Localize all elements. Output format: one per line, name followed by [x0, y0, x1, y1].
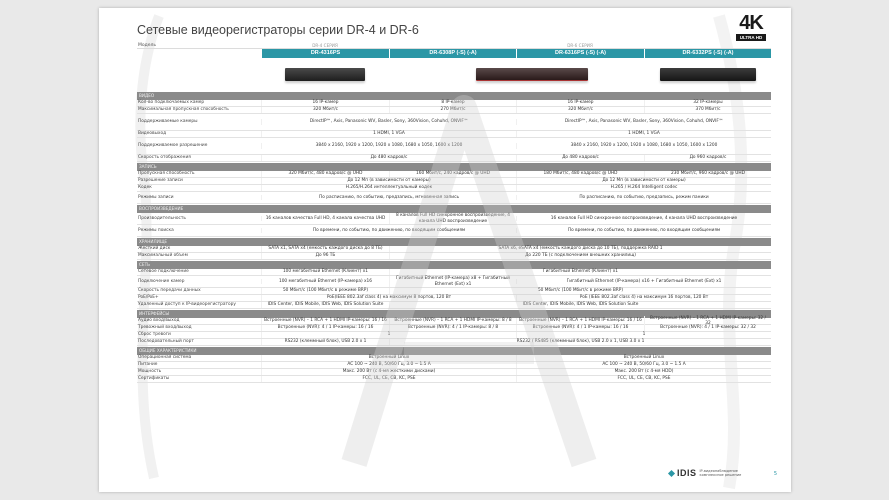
- series-dr6-label: DR-6 СЕРИЯ: [567, 43, 593, 48]
- row-videoout: [137, 131, 771, 138]
- cell: Встроенные (NVR): 4 / 1 IP-камеры: 32 / 32: [644, 325, 771, 330]
- row-label: Пропускная способность: [138, 171, 195, 177]
- idis-brand: IDIS: [677, 468, 697, 478]
- row-label: Сертификаты: [138, 376, 170, 382]
- row-playperf: [137, 213, 771, 225]
- cell: SATA x6, eSATA x4 (емкость каждого диска до 10 ТБ), поддержка RAID 1: [389, 246, 771, 251]
- row-label: Сброс тревоги: [138, 332, 171, 338]
- row-label: Операционная система: [138, 355, 192, 361]
- cell: По времени, по событию, по движению, по входящим сообщениям: [261, 228, 516, 233]
- section-video: ВИДЕО: [137, 92, 771, 100]
- cell: RS232 / RS485 (клеммный блок), USB 2.0 x 1, USB 3.0 x 1: [389, 339, 771, 344]
- row-label: Производительность: [138, 215, 186, 221]
- cell: Встроенный Linux: [261, 355, 516, 360]
- cell: 160 Мбит/с, 240 кадров/с @ UHD: [389, 171, 516, 176]
- row-label: Подключение камер: [138, 278, 185, 284]
- cell: Гигабитный Ethernet (Клиент) x1: [389, 269, 771, 274]
- row-netconn: [137, 269, 771, 276]
- cell: 16 IP-камер: [516, 100, 644, 105]
- cell: 3840 x 2160, 1920 x 1200, 1920 x 1080, 1680 x 1050, 1600 x 1200: [261, 143, 516, 148]
- model-dr6308p: DR-6308P (-S) (-A): [389, 49, 516, 58]
- row-consumption: [137, 369, 771, 376]
- dr6332ps-product-image: [660, 68, 756, 81]
- cell: Встроенные (NVR) – 1 RCA + 1 HDMI IP-камеры: 16 / 16: [516, 318, 644, 323]
- row-label: Кол-во подключаемых камер: [138, 100, 205, 106]
- idis-mark-icon: [668, 469, 675, 476]
- cell: Макс. 200 Вт (с 4-мя HDD): [516, 369, 771, 374]
- model-names-row: [137, 49, 771, 58]
- model-dr6316ps: DR-6316PS (-S) (-A): [516, 49, 644, 58]
- spec-table: [137, 42, 771, 383]
- cell: 100 мегабитный Ethernet (Клиент) x1: [261, 269, 389, 274]
- cell: AC 100 ~ 240 В, 50/60 Гц, 3.0 ~ 1.5 А: [516, 362, 771, 367]
- cell: Встроенные (NVR): 4 / 1 IP-камеры: 16 / 16: [261, 325, 389, 330]
- series-dr4-label: DR-4 СЕРИЯ: [312, 43, 338, 48]
- cell: PoE(IEEE 802.3af class 4) на максимум 8 портов, 120 Вт: [261, 295, 516, 300]
- cell: RS232 (клеммный блок), USB 2.0 x 1: [261, 339, 389, 344]
- section-interfaces: ИНТЕРФЕЙСЫ: [137, 310, 771, 318]
- row-label: Последовательный порт: [138, 339, 194, 345]
- cell: Встроенные (NVR): 4 / 1 IP-камеры: 8 / 8: [389, 325, 516, 330]
- row-label: Максимальный объем: [138, 253, 188, 259]
- cell: 230 Мбит/с, 960 кадров/с @ UHD: [644, 171, 771, 176]
- cell: 16 IP-камер: [261, 100, 389, 105]
- header-row: [137, 42, 771, 49]
- row-label: Кодек: [138, 185, 152, 191]
- cell: Встроенные (NVR) – 1 RCA + 1 HDMI IP-камеры: 16 / 16: [261, 318, 389, 323]
- row-certs: [137, 376, 771, 383]
- row-label: Питание: [138, 362, 158, 368]
- row-power: [137, 362, 771, 369]
- cell: Макс. 200 Вт (с 4-мя жесткими дисками): [261, 369, 516, 374]
- cell: 1: [516, 332, 771, 337]
- row-label: Разрешение записи: [138, 178, 183, 184]
- cell: DirectIP™, Axis, Panasonic WV, Basler, Sony, 360Vision, Cohuhd, ONVIF™: [516, 119, 771, 124]
- dr6316ps-product-image: [476, 68, 588, 81]
- section-network: СЕТЬ: [137, 261, 771, 269]
- cell: 16 каналов Full HD синхронное воспроизведение, 4 канала UHD воспроизведение: [516, 216, 771, 221]
- row-label: PoE/PoE+: [138, 295, 159, 301]
- row-label: Тревожный вход/выход: [138, 325, 192, 331]
- row-poe: [137, 295, 771, 302]
- row-supported: [137, 114, 771, 131]
- section-general: ОБЩИЕ ХАРАКТЕРИСТИКИ: [137, 347, 771, 355]
- cell: 16 каналов качества Full HD, 4 канала качества UHD: [261, 216, 389, 221]
- row-label: Максимальная пропускная способность: [138, 107, 229, 113]
- row-label: Аудио вход/выход: [138, 318, 180, 324]
- cell: Гигабитный Ethernet (IP-камера) x16 + Гигабитный Ethernet (Ext) x1: [516, 279, 771, 284]
- row-label: Режимы записи: [138, 194, 174, 200]
- row-label: Режимы поиска: [138, 227, 174, 233]
- cell: 320 Мбит/с: [261, 107, 389, 112]
- 4k-label: 4K: [739, 12, 763, 34]
- 4k-ultra-hd-logo: [733, 12, 769, 46]
- row-camconn: [137, 276, 771, 288]
- cell: IDIS Center, IDIS Mobile, IDIS Web, IDIS Solution Suite: [261, 302, 389, 307]
- cell: FCC, UL, CE, CB, KC, PSE: [516, 376, 771, 381]
- cell: Встроенный Linux: [516, 355, 771, 360]
- cell: Встроенные (NVR) – 1 RCA + 1 HDMI IP-камеры: 32 / 32: [644, 316, 771, 327]
- cell: IDIS Center, IDIS Mobile, IDIS Web, IDIS Solution Suite: [389, 302, 771, 307]
- cell: 1 HDMI, 1 VGA: [261, 131, 516, 136]
- row-label: Сетевое подключение: [138, 269, 189, 275]
- catalog-page: [99, 8, 791, 492]
- row-cams: [137, 100, 771, 107]
- model-dr6332ps: DR-6332PS (-S) (-A): [644, 49, 771, 58]
- cell: 370 Мбит/с: [644, 107, 771, 112]
- cell: PoE (IEEE 802.3af class 4) на максимум 16 портов, 120 Вт: [516, 295, 771, 300]
- cell: 100 мегабитный Ethernet (IP-камера) x16: [261, 279, 389, 284]
- page-number: 5: [773, 471, 777, 477]
- cell: Встроенные (NVR) – 1 RCA + 1 HDMI IP-камеры: 8 / 8: [389, 318, 516, 323]
- cell: H.265 / H.264 Intelligent codec: [516, 185, 771, 190]
- product-images-row: [137, 58, 771, 91]
- row-txspeed: [137, 288, 771, 295]
- section-storage: ХРАНИЛИЩЕ: [137, 238, 771, 246]
- cell: SATA x1, SATA x4 (емкость каждого диска до 8 ТБ): [261, 246, 389, 251]
- row-recbw: [137, 171, 771, 178]
- cell: 50 Мбит/с (100 Мбит/с в режиме BRP): [389, 288, 771, 293]
- dr4316ps-product-image: [285, 68, 365, 81]
- page-title: Сетевые видеорегистраторы серии DR-4 и DR-6: [137, 23, 419, 37]
- row-audio: [137, 315, 771, 326]
- row-bandwidth: [137, 107, 771, 114]
- cell: 1: [261, 332, 516, 337]
- row-label: Скорость отображения: [138, 155, 191, 161]
- row-reset: [137, 332, 771, 339]
- cell: DirectIP™, Axis, Panasonic WV, Basler, Sony, 360Vision, Cohuhd, ONVIF™: [261, 119, 516, 124]
- row-label: Поддерживаемые камеры: [138, 119, 198, 125]
- cell: 320 Мбит/с, 480 кадров/с @ UHD: [261, 171, 389, 176]
- row-alarm: [137, 325, 771, 332]
- model-label: Модель: [138, 43, 157, 48]
- cell: 8 IP-камер: [389, 100, 516, 105]
- row-hdd: [137, 246, 771, 253]
- row-recres: [137, 178, 771, 185]
- cell: До 480 кадров/с: [516, 155, 644, 160]
- section-record: ЗАПИСЬ: [137, 163, 771, 171]
- cell: До 96 ТБ: [261, 253, 389, 258]
- row-label: Скорость передачи данных: [138, 288, 201, 294]
- cell: Гигабитный Ethernet (IP-камера) x8 + Гигабитный Ethernet (Ext) x1: [389, 276, 516, 287]
- cell: 32 IP-камеры: [644, 100, 771, 105]
- cell: 50 Мбит/с (100 Мбит/с в режиме BRP): [261, 288, 389, 293]
- ultra-hd-label: ULTRA HD: [736, 34, 766, 41]
- row-label: Мощность: [138, 369, 162, 375]
- row-resolution: [137, 138, 771, 155]
- row-os: [137, 355, 771, 362]
- cell: 1 HDMI, 1 VGA: [516, 131, 771, 136]
- row-recmodes: [137, 192, 771, 204]
- row-serial: [137, 339, 771, 346]
- section-playback: ВОСПРОИЗВЕДЕНИЕ: [137, 205, 771, 213]
- row-label: Поддерживаемое разрешение: [138, 143, 208, 149]
- cell: Встроенные (NVR): 4 / 1 IP-камеры: 16 / 16: [516, 325, 644, 330]
- idis-logo: [669, 468, 744, 478]
- row-displayspeed: [137, 155, 771, 162]
- cell: До 12 Мп (в зависимости от камеры): [261, 178, 516, 183]
- cell: До 960 кадров/с: [644, 155, 771, 160]
- cell: До 12 Мп (в зависимости от камеры): [516, 178, 771, 183]
- cell: FCC, UL, CE, CB, KC, PSE: [261, 376, 516, 381]
- row-maxvol: [137, 253, 771, 260]
- row-label: Видеовыход: [138, 131, 167, 137]
- model-dr4316ps: DR-4316PS: [261, 49, 389, 58]
- cell: 180 Мбит/с, 480 кадров/с @ UHD: [516, 171, 644, 176]
- cell: 320 Мбит/с: [516, 107, 644, 112]
- idis-tagline: IP-видеонаблюдение комплексное решение: [699, 469, 742, 477]
- row-label: Жесткий диск: [138, 246, 171, 252]
- cell: По расписанию, по событию, предзапись, режим паники: [516, 195, 771, 200]
- cell: AC 100 ~ 240 В, 50/60 Гц, 3.0 ~ 1.5 А: [261, 362, 516, 367]
- cell: До 480 кадров/с: [261, 155, 516, 160]
- cell: 270 Мбит/с: [389, 107, 516, 112]
- cell: 3840 x 2160, 1920 x 1200, 1920 x 1080, 1680 x 1050, 1600 x 1200: [516, 143, 771, 148]
- row-remote: [137, 302, 771, 309]
- row-label: Удаленный доступ к IP-видеорегистратору: [138, 302, 236, 308]
- cell: По времени, по событию, по движению, по входящим сообщениям: [516, 228, 771, 233]
- row-codec: [137, 185, 771, 192]
- cell: По расписанию, по событию, предзапись, мгновенная запись: [261, 195, 516, 200]
- cell: H.265/H.264 интеллектуальный кодек: [261, 185, 516, 190]
- cell: До 220 ТБ (с подключением внешних хранилищ): [389, 253, 771, 258]
- cell: 8 каналов Full HD синхронное воспроизведение, 4 канала UHD воспроизведение: [389, 213, 516, 224]
- row-search: [137, 225, 771, 237]
